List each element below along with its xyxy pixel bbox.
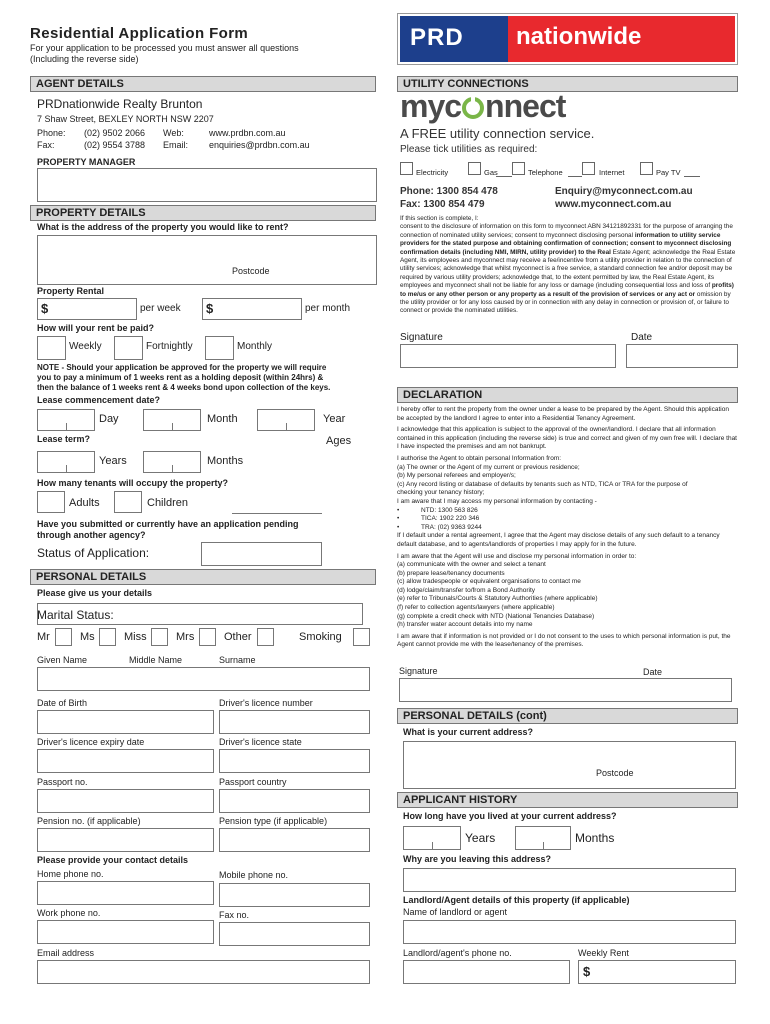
landlord-details-header: Landlord/Agent details of this property (if applicable) [403, 895, 630, 905]
middle-name-label: Middle Name [129, 655, 183, 665]
declaration-p6: I am aware that if information is not provided or I do not consent to the uses to which personal information is put, the Agent cannot provide me with the lease/tenancy of the premises. [397, 632, 731, 649]
electricity-checkbox[interactable] [400, 162, 413, 175]
telephone-checkbox[interactable] [512, 162, 525, 175]
title-other-label: Other [224, 631, 252, 643]
surname-label: Surname [219, 655, 256, 665]
myconnect-web: www.myconnect.com.au [555, 199, 672, 210]
licence-expiry-field[interactable] [37, 749, 214, 773]
address-months-label: Months [575, 831, 615, 845]
title-mr-checkbox[interactable] [55, 628, 72, 646]
home-phone-label: Home phone no. [37, 869, 104, 879]
smoking-label: Smoking [299, 631, 342, 643]
address-years-field[interactable] [403, 826, 461, 850]
pension-number-field[interactable] [37, 828, 214, 852]
commence-day-field[interactable] [37, 409, 95, 431]
myconnect-email: Enquiry@myconnect.com.au [555, 186, 693, 197]
landlord-phone-label: Landlord/agent's phone no. [403, 948, 512, 958]
fax-number-field[interactable] [219, 922, 370, 946]
gas-line [496, 176, 512, 177]
weekly-rent-dollar: $ [583, 964, 591, 979]
passport-country-field[interactable] [219, 789, 370, 813]
dob-field[interactable] [37, 710, 214, 734]
myconnect-logo-c: c [444, 88, 462, 124]
tica-contact: • TICA: 1902 220 346 [397, 515, 480, 523]
declaration-p5i: (h) transfer water account details into my name [397, 621, 533, 629]
contact-details-header: Please provide your contact details [37, 855, 189, 865]
myconnect-phone: Phone: 1300 854 478 [400, 186, 498, 197]
work-phone-field[interactable] [37, 920, 214, 944]
declaration-p3b: (a) The owner or the Agent of my current or previous residence; [397, 463, 580, 471]
fortnightly-checkbox[interactable] [114, 336, 143, 360]
declaration-p3d: (c) Any record listing or database of defaults by tenants such as NTD, TICA or TRA for the purpose of checking your tenancy history; [397, 480, 688, 497]
time-at-address-question: How long have you lived at your current address? [403, 811, 617, 821]
rent-per-month-field[interactable] [202, 298, 302, 320]
adults-label: Adults [69, 497, 100, 509]
declaration-p3c: (b) My personal referees and employer/s; [397, 472, 516, 480]
per-month-label: per month [305, 303, 351, 314]
pension-type-field[interactable] [219, 828, 370, 852]
myconnect-fax: Fax: 1300 854 479 [400, 199, 485, 210]
myconnect-tagline: A FREE utility connection service. [400, 126, 595, 141]
agent-details-header: AGENT DETAILS [30, 76, 376, 92]
home-phone-field[interactable] [37, 881, 214, 905]
agent-email-label: Email: [163, 140, 189, 150]
applicant-history-header: APPLICANT HISTORY [397, 792, 738, 808]
declaration-p5a: I am aware that the Agent will use and disclose my personal information in order to: [397, 552, 637, 560]
rent-paid-question: How will your rent be paid? [37, 323, 155, 333]
internet-checkbox[interactable] [582, 162, 595, 175]
mobile-phone-field[interactable] [219, 883, 370, 907]
current-address-field[interactable] [403, 741, 736, 789]
agent-web: www.prdbn.com.au [209, 128, 286, 138]
passport-number-field[interactable] [37, 789, 214, 813]
declaration-date-label: Date [643, 667, 663, 677]
adults-count-field[interactable] [37, 491, 65, 513]
address-months-field[interactable] [515, 826, 571, 850]
tenants-ages-line [232, 513, 322, 514]
title-ms-checkbox[interactable] [99, 628, 116, 646]
agent-fax: (02) 9554 3788 [84, 140, 146, 150]
current-address-question: What is your current address? [403, 727, 534, 737]
declaration-p1: I hereby offer to rent the property from the owner under a lease to be prepared by the Agent. Should this application be accepted by the landlord I agree to enter into a Residential Tenancy Agreement. [397, 406, 729, 422]
consent-part-e: omission by the utility provider or for any loss caused by or in connection with any delay in connection or provision of, or failure to connect or provide the nominated utilities. [400, 290, 731, 315]
myconnect-logo [400, 88, 565, 124]
licence-state-label: Driver's licence state [219, 737, 302, 747]
prd-logo [397, 13, 738, 65]
form-subtitle: For your application to be processed you must answer all questions [30, 43, 299, 53]
declaration-p5b: (a) communicate with the owner and select a tenant [397, 561, 546, 569]
monthly-label: Monthly [237, 341, 273, 352]
licence-expiry-label: Driver's licence expiry date [37, 737, 145, 747]
consent-part-b: information to utility service providers for the stated purpose and obtaining confirmation of connection; consent to myconnect disclosing confirmation details (including NMI, MIRN, utility provider) to the Real [400, 231, 732, 256]
agent-web-label: Web: [163, 128, 184, 138]
paytv-line [684, 176, 700, 177]
full-name-field[interactable] [37, 667, 370, 691]
pension-type-label: Pension type (if applicable) [219, 816, 328, 826]
agent-fax-label: Fax: [37, 140, 55, 150]
declaration-signature-field[interactable] [399, 678, 732, 702]
property-details-header: PROPERTY DETAILS [30, 205, 376, 221]
declaration-p5g: (f) refer to collection agents/lawyers (where applicable) [397, 604, 555, 612]
title-ms-label: Ms [80, 631, 95, 643]
title-mrs-label: Mrs [176, 631, 195, 643]
rent-week-dollar: $ [41, 301, 49, 316]
month-label: Month [207, 413, 238, 425]
agent-email: enquiries@prdbn.com.au [209, 140, 310, 150]
passport-country-label: Passport country [219, 777, 287, 787]
title-mr-label: Mr [37, 631, 50, 643]
rent-month-dollar: $ [206, 301, 214, 316]
internet-label: Internet [599, 168, 625, 177]
landlord-phone-field[interactable] [403, 960, 570, 984]
work-phone-label: Work phone no. [37, 908, 101, 918]
nationwide-logo-text: nationwide [516, 23, 642, 50]
licence-number-label: Driver's licence number [219, 698, 313, 708]
utility-date-field[interactable] [626, 344, 738, 368]
email-address-label: Email address [37, 948, 95, 958]
consent-part-a: consent to the disclosure of information on this form to myconnect ABN 34121892331 for the purpose of arranging the connection of nominated utility services; consent to myconnect disclosing personal [400, 223, 733, 239]
marital-status-label: Marital Status: [37, 608, 114, 622]
lease-years-label: Years [99, 455, 127, 467]
personal-details-header: PERSONAL DETAILS [30, 569, 376, 585]
title-other-checkbox[interactable] [257, 628, 274, 646]
declaration-p2: I acknowledge that this application is subject to the approval of the owner/landlord. I declare that all information contained in this application (including the reverse side) is true and correct and given of my own free will. I declare that I have inspected the premises and am not bankrupt. [397, 426, 737, 451]
declaration-p5d: (c) allow tradespeople or equivalent organisations to contact me [397, 578, 581, 586]
weekly-rent-label: Weekly Rent [578, 948, 629, 958]
deposit-note-line3: then the balance of 1 weeks rent & 4 weeks bond upon collection of the keys. [37, 383, 331, 392]
consent-part-d: profits) to me/us or any other person or any property as a result of the provision of services or any act or [400, 282, 734, 298]
dob-label: Date of Birth [37, 698, 88, 708]
year-label: Year [323, 413, 346, 425]
utility-signature-label: Signature [400, 332, 443, 343]
paytv-checkbox[interactable] [640, 162, 653, 175]
rent-per-week-field[interactable] [37, 298, 137, 320]
pending-application-question: Have you submitted or currently have an application pending [37, 519, 299, 529]
personal-details-cont-header: PERSONAL DETAILS (cont) [397, 708, 738, 724]
declaration-p5e: (d) lodge/claim/transfer to/from a Bond Authority [397, 586, 536, 594]
declaration-p5c: (b) prepare lease/tenancy documents [397, 569, 505, 577]
property-postcode-label: Postcode [232, 266, 270, 276]
declaration-header: DECLARATION [397, 387, 738, 403]
lease-months-field[interactable] [143, 451, 201, 473]
declaration-p3a: I authorise the Agent to obtain personal Information from: [397, 454, 562, 462]
licence-state-field[interactable] [219, 749, 370, 773]
address-years-label: Years [465, 831, 496, 845]
agent-name: PRDnationwide Realty Brunton [37, 97, 203, 111]
day-label: Day [99, 413, 119, 425]
leaving-reason-question: Why are you leaving this address? [403, 854, 552, 864]
status-of-application-label: Status of Application: [37, 546, 150, 560]
gas-label: Gas [484, 168, 498, 177]
landlord-name-field[interactable] [403, 920, 736, 944]
lease-years-field[interactable] [37, 451, 95, 473]
lease-term-label: Lease term? [37, 434, 91, 444]
utility-date-label: Date [631, 332, 653, 343]
children-count-field[interactable] [114, 491, 142, 513]
electricity-label: Electricity [416, 168, 449, 177]
declaration-p5h: (g) complete a credit check with NTD (National Tenancies Database) [397, 612, 595, 620]
lease-commencement-label: Lease commencement date? [37, 395, 161, 405]
gas-checkbox[interactable] [468, 162, 481, 175]
agent-phone-label: Phone: [37, 128, 66, 138]
deposit-note-line1: NOTE - Should your application be approved for the property we will require [37, 363, 327, 372]
myconnect-logo-my: my [400, 88, 445, 124]
utility-connections-header: UTILITY CONNECTIONS [397, 76, 738, 92]
power-icon [462, 97, 484, 119]
pension-number-label: Pension no. (if applicable) [37, 816, 141, 826]
ages-label: Ages [326, 435, 352, 447]
property-address-field[interactable] [37, 235, 377, 285]
deposit-note-line2: you to pay a minimum of 1 weeks rent as a holding deposit (within 24hrs) & [37, 373, 324, 382]
form-subtitle-note: (Including the reverse side) [30, 54, 139, 64]
commence-year-field[interactable] [257, 409, 315, 431]
form-title: Residential Application Form [30, 25, 249, 42]
pending-application-question-2: through another agency? [37, 530, 146, 540]
landlord-name-label: Name of landlord or agent [403, 907, 508, 917]
email-address-field[interactable] [37, 960, 370, 984]
telephone-line [568, 176, 582, 177]
agent-phone: (02) 9502 2066 [84, 128, 146, 138]
fax-number-label: Fax no. [219, 910, 250, 920]
weekly-rent-field[interactable] [578, 960, 736, 984]
agent-address: 7 Shaw Street, BEXLEY NORTH NSW 2207 [37, 114, 214, 124]
give-details-label: Please give us your details [37, 588, 153, 598]
consent-part-c: Estate Agent; acknowledge the Real Estate Agent, its employees and myconnect may receive a fee/incentive from a utility provider in relation to the connection of utility services; acknowledge that whilst myconnect is a free service, a standard connection fee and/or deposit may be required by various utility providers; acknowledge that, to the extent permitted by law, the Real Estate Agent, its employees and myconnect shall not be liable for any loss or damage (including consequential loss and loss of [400, 248, 736, 290]
tenants-question: How many tenants will occupy the property? [37, 478, 229, 488]
current-postcode-label: Postcode [596, 768, 634, 778]
property-manager-label: PROPERTY MANAGER [37, 157, 136, 167]
fortnightly-label: Fortnightly [146, 341, 193, 352]
prd-logo-text: PRD [410, 24, 464, 51]
weekly-checkbox[interactable] [37, 336, 66, 360]
property-rental-label: Property Rental [37, 286, 105, 296]
title-miss-checkbox[interactable] [151, 628, 168, 646]
tick-utilities-label: Please tick utilities as required: [400, 144, 538, 155]
utility-signature-field[interactable] [400, 344, 616, 368]
consent-text [400, 215, 736, 316]
children-label: Children [147, 497, 188, 509]
passport-number-label: Passport no. [37, 777, 88, 787]
commence-month-field[interactable] [143, 409, 201, 431]
status-of-application-field[interactable] [201, 542, 322, 566]
declaration-p3e: I am aware that I may access my personal information by contacting - [397, 497, 597, 505]
declaration-signature-label: Signature [399, 666, 438, 676]
paytv-label: Pay TV [656, 168, 681, 177]
monthly-checkbox[interactable] [205, 336, 234, 360]
consent-lead: If this section is complete, I: [400, 215, 479, 222]
mobile-phone-label: Mobile phone no. [219, 870, 289, 880]
property-address-question: What is the address of the property you would like to rent? [37, 222, 289, 232]
lease-months-label: Months [207, 455, 244, 467]
tra-contact: • TRA: (02) 9363 9244 [397, 523, 482, 531]
myconnect-logo-nnect: nnect [485, 88, 566, 124]
declaration-p5f: (e) refer to Tribunals/Courts & Statutory Authorities (where applicable) [397, 595, 598, 603]
property-manager-field[interactable] [37, 168, 377, 202]
telephone-label: Telephone [528, 168, 563, 177]
declaration-p4: If I default under a rental agreement, I agree that the Agent may disclose details of any such default to a tenancy default database, and to agents/landlords of properties I may apply for in the future. [397, 532, 720, 548]
per-week-label: per week [140, 303, 181, 314]
leaving-reason-field[interactable] [403, 868, 736, 892]
licence-number-field[interactable] [219, 710, 370, 734]
given-name-label: Given Name [37, 655, 88, 665]
weekly-label: Weekly [69, 341, 102, 352]
declaration-text [397, 406, 737, 650]
ntd-contact: • NTD: 1300 563 826 [397, 506, 478, 514]
smoking-checkbox[interactable] [353, 628, 370, 646]
title-miss-label: Miss [124, 631, 147, 643]
title-mrs-checkbox[interactable] [199, 628, 216, 646]
